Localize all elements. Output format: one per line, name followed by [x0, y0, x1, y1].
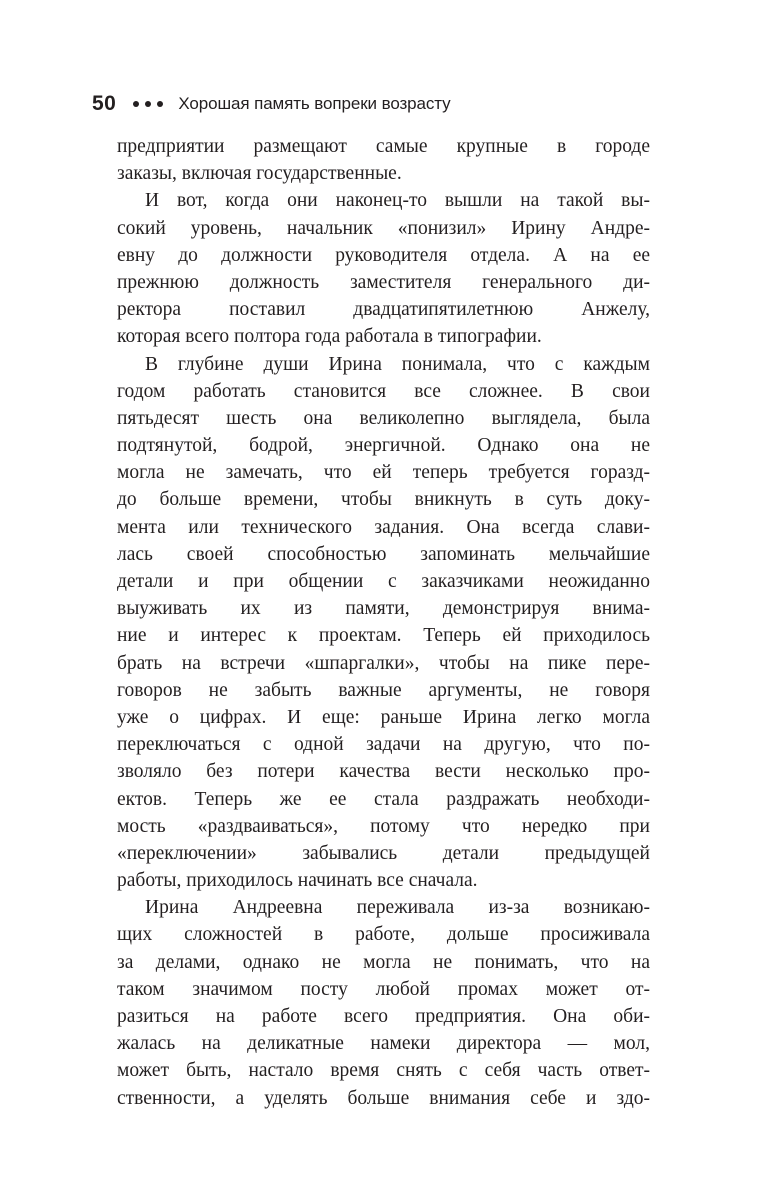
text-line: подтянутой, бодрой, энергичной. Однако она не	[117, 435, 650, 457]
text-line: ектов. Теперь же ее стала раздражать необходи-	[117, 788, 650, 810]
dot-icon	[133, 101, 139, 107]
text-line: евну до должности руководителя отдела. А на ее	[117, 244, 650, 266]
ornament-dots-icon	[133, 101, 163, 107]
page-number: 50	[92, 92, 117, 115]
text-line: щих сложностей в работе, дольше просиживала	[117, 924, 650, 946]
running-header	[92, 90, 451, 118]
text-line: мента или технического задания. Она всегда слави-	[117, 516, 650, 538]
dot-icon	[145, 101, 151, 107]
text-line: уже о цифрах. И еще: раньше Ирина легко могла	[117, 706, 650, 728]
text-line: ственности, а уделять больше внимания себе и здо-	[117, 1087, 650, 1109]
text-line: сокий уровень, начальник «понизил» Ирину Андре-	[117, 217, 650, 239]
text-line: В глубине души Ирина понимала, что с каждым	[145, 353, 650, 375]
body-text	[117, 133, 650, 1112]
text-line: переключаться с одной задачи на другую, что по-	[117, 734, 650, 756]
dot-icon	[157, 101, 163, 107]
text-line: детали и при общении с заказчиками неожиданно	[117, 571, 650, 592]
text-line: предприятии размещают самые крупные в городе	[117, 136, 650, 157]
text-line: за делами, однако не могла не понимать, что на	[117, 951, 650, 973]
text-line: могла не замечать, что ей теперь требуется горазд-	[117, 462, 650, 484]
text-line: заказы, включая государственные.	[117, 163, 402, 185]
text-line: годом работать становится все сложнее. В свои	[117, 380, 650, 402]
text-line: «переключении» забывались детали предыдущей	[117, 842, 650, 864]
text-line: мость «раздваиваться», потому что нередко при	[117, 815, 650, 837]
text-line: может быть, настало время снять с себя часть ответ-	[117, 1060, 650, 1082]
text-line: И вот, когда они наконец-то вышли на такой вы-	[145, 190, 650, 212]
text-line: жалась на деликатные намеки директора — мол,	[117, 1033, 650, 1055]
text-line: прежнюю должность заместителя генерального ди-	[117, 271, 650, 293]
text-line: Ирина Андреевна переживала из-за возникаю-	[145, 897, 650, 919]
text-line: разиться на работе всего предприятия. Она оби-	[117, 1006, 650, 1027]
text-line: зволяло без потери качества вести несколько про-	[117, 761, 650, 783]
running-title: Хорошая память вопреки возрасту	[178, 94, 451, 113]
text-line: пятьдесят шесть она великолепно выглядела, была	[117, 407, 650, 429]
text-line: выуживать их из памяти, демонстрируя внима-	[117, 598, 650, 620]
text-line: говоров не забыть важные аргументы, не говоря	[117, 679, 650, 701]
text-line: брать на встречи «шпаргалки», чтобы на пике пере-	[117, 652, 650, 674]
text-line: до больше времени, чтобы вникнуть в суть доку-	[117, 489, 650, 511]
text-line: таком значимом посту любой промах может от-	[117, 978, 650, 1000]
text-line: работы, приходилось начинать все сначала.	[117, 870, 478, 892]
text-line: которая всего полтора года работала в типографии.	[117, 326, 542, 348]
text-line: ние и интерес к проектам. Теперь ей приходилось	[117, 625, 650, 647]
text-line: лась своей способностью запоминать мельчайшие	[117, 543, 650, 565]
text-line: ректора поставил двадцатипятилетнюю Анжелу,	[117, 299, 650, 321]
